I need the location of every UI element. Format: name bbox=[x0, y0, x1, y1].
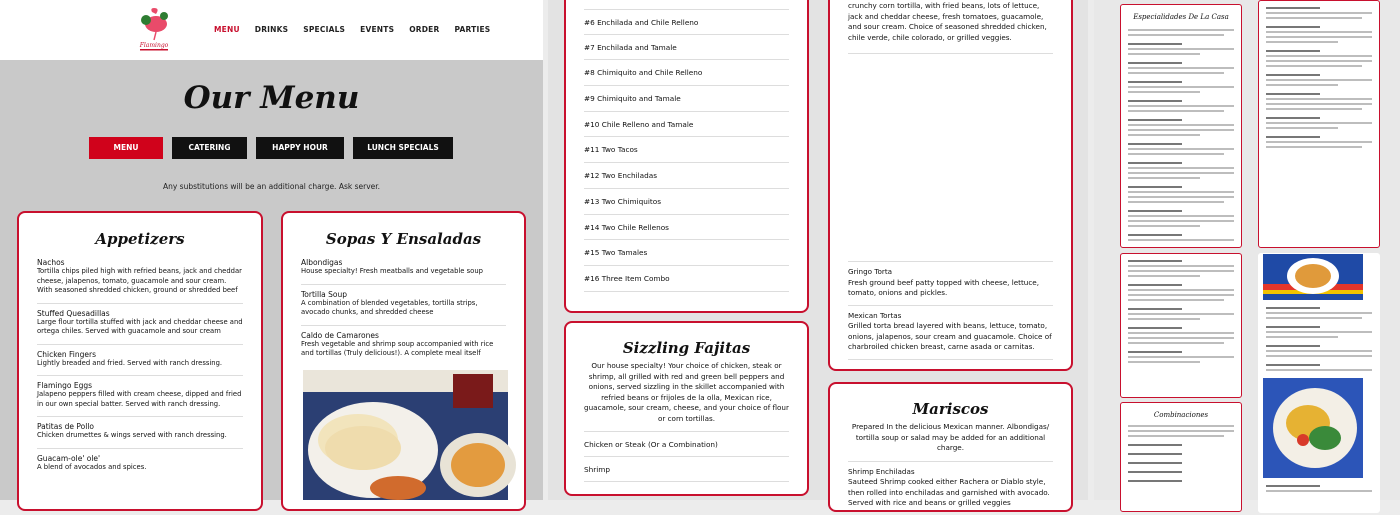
nav-specials[interactable]: SPECIALS bbox=[303, 25, 346, 34]
mariscos-list bbox=[830, 461, 1071, 515]
especialidades-thumbnail[interactable] bbox=[1120, 4, 1242, 248]
list-item: #9 Chimiquito and Tamale bbox=[584, 86, 789, 112]
menu-tabs bbox=[89, 137, 462, 159]
flamingo-logo-icon[interactable] bbox=[132, 6, 176, 54]
list-item: #11 Two Tacos bbox=[584, 137, 789, 163]
combinaciones-thumbnail[interactable] bbox=[1120, 402, 1242, 512]
list-item: #14 Two Chile Rellenos bbox=[584, 215, 789, 241]
list-item: Caldo de Camarones Fresh vegetable and shrimp soup accompanied with rice and tortillas (Truly delicious!). A complete meal itself bbox=[301, 325, 506, 366]
tacos-rice-photo-icon bbox=[303, 370, 508, 500]
list-item: Patitas de Pollo Chicken drumettes & wings served with ranch dressing. bbox=[37, 416, 243, 448]
salad-photo-icon bbox=[1263, 378, 1363, 478]
mariscos-title: Mariscos bbox=[912, 400, 989, 418]
nav-order[interactable]: ORDER bbox=[409, 25, 440, 34]
top-nav bbox=[0, 0, 543, 60]
sopas-list bbox=[283, 255, 524, 366]
fajitas-title: Sizzling Fajitas bbox=[622, 339, 751, 357]
mariscos-card bbox=[828, 382, 1073, 512]
tab-happy-hour[interactable]: HAPPY HOUR bbox=[256, 137, 344, 159]
taco-salad-description: crunchy corn tortilla, with fried beans, lots of lettuce, jack and cheddar cheese, fresh tomatoes, guacamole, and sour cream. Choice of seasoned shredded chicken, chile verde, chile colorado, or grilled veggies. bbox=[848, 1, 1047, 42]
photo-menu-thumbnail[interactable] bbox=[1258, 253, 1380, 513]
list-item: #13 Two Chimiquitos bbox=[584, 189, 789, 215]
list-item: #15 Two Tamales bbox=[584, 240, 789, 266]
list-item: #8 Chimiquito and Chile Relleno bbox=[584, 60, 789, 86]
menu-thumbnails-panel bbox=[1094, 0, 1400, 500]
list-item: Albondigas House specialty! Fresh meatballs and vegetable soup bbox=[301, 255, 506, 284]
nav-parties[interactable]: PARTIES bbox=[454, 25, 491, 34]
list-item: #7 Enchilada and Tamale bbox=[584, 35, 789, 61]
list-item: Gringo Torta Fresh ground beef patty topped with cheese, lettuce, tomato, onions and pickles. bbox=[848, 261, 1053, 305]
list-item: #6 Enchilada and Chile Relleno bbox=[584, 9, 789, 35]
appetizers-card bbox=[17, 211, 263, 511]
list-item: Mexican Tortas Grilled torta bread layered with beans, lettuce, tomato, onions, jalapenos, sour cream and guacamole. Choice of charbroiled chicken breast, carne asada or carnitas. bbox=[848, 305, 1053, 360]
nav-drinks[interactable]: DRINKS bbox=[254, 25, 289, 34]
list-item: Chicken Fingers Lightly breaded and fried. Served with ranch dressing. bbox=[37, 344, 243, 376]
food-photo bbox=[303, 370, 504, 500]
list-item: #12 Two Enchiladas bbox=[584, 163, 789, 189]
fajitas-card bbox=[564, 321, 809, 496]
list-item: #16 Three Item Combo bbox=[584, 266, 789, 292]
list-item: Stuffed Quesadillas Large flour tortilla stuffed with jack and cheddar cheese and ortega chiles. Served with guacamole and sour cream bbox=[37, 303, 243, 344]
nav-events[interactable]: EVENTS bbox=[360, 25, 395, 34]
nav-menu[interactable]: MENU bbox=[214, 25, 240, 34]
mariscos-description: Prepared In the delicious Mexican manner. Albondigas/ tortilla soup or salad may be added for an additional charge. bbox=[851, 422, 1050, 452]
tab-catering[interactable]: CATERING bbox=[172, 137, 247, 159]
tab-lunch-specials[interactable]: LUNCH SPECIALS bbox=[353, 137, 453, 159]
appetizers-list bbox=[19, 255, 261, 479]
sopas-title: Sopas Y Ensaladas bbox=[325, 230, 482, 248]
menu-page-panel bbox=[0, 0, 543, 500]
page-title: Our Menu bbox=[183, 80, 360, 116]
list-item: #10 Chile Relleno and Tamale bbox=[584, 112, 789, 138]
especialidades-title: Especialidades De La Casa bbox=[1133, 13, 1229, 21]
list-item: Shrimp Enchiladas Sauteed Shrimp cooked either Rachera or Diablo style, then rolled into enchiladas and garnished with avocado. Served with rice and beans or grilled veggies bbox=[848, 461, 1053, 515]
list-item: Tortilla Soup A combination of blended vegetables, tortilla strips, avocado chunks, and shredded cheese bbox=[301, 284, 506, 325]
combos-panel bbox=[548, 0, 1088, 507]
logo-text: Flamingo bbox=[139, 42, 169, 49]
tortas-card bbox=[828, 0, 1073, 371]
list-item: Nachos Tortilla chips piled high with refried beans, jack and cheddar cheese, jalapenos, tomato, guacamole and sour cream. With seasoned shredded chicken, ground or shredded beef bbox=[37, 255, 243, 303]
list-item: Shrimp bbox=[584, 457, 789, 483]
sopas-card bbox=[281, 211, 526, 511]
list-item: Chicken or Steak (Or a Combination) bbox=[584, 431, 789, 457]
appetizers-title: Appetizers bbox=[95, 230, 185, 248]
list-item: Guacam-ole' ole' A blend of avocados and spices. bbox=[37, 448, 243, 480]
menu-page-thumbnail[interactable] bbox=[1258, 0, 1380, 248]
tab-menu[interactable]: MENU bbox=[89, 137, 163, 159]
fajitas-description: Our house specialty! Your choice of chicken, steak or shrimp, all grilled with red and green bell peppers and onions, served sizzling in the skillet accompanied with refried beans or frijoles de la olla, Mexican rice, guacamole, sour cream, cheese, and your choice of flour or corn tortillas. bbox=[584, 361, 789, 423]
tortas-list bbox=[830, 261, 1071, 360]
substitution-note: Any substitutions will be an additional charge. Ask server. bbox=[162, 182, 381, 191]
combinaciones-title: Combinaciones bbox=[1153, 411, 1209, 419]
list-item: Flamingo Eggs Jalapeno peppers filled with cream cheese, dipped and fried in our own special batter. Served with ranch dressing. bbox=[37, 375, 243, 416]
fajitas-thumbnail[interactable] bbox=[1120, 253, 1242, 398]
nav-links bbox=[214, 25, 505, 34]
soup-photo-icon bbox=[1263, 254, 1363, 300]
combinations-list-card bbox=[564, 0, 809, 313]
